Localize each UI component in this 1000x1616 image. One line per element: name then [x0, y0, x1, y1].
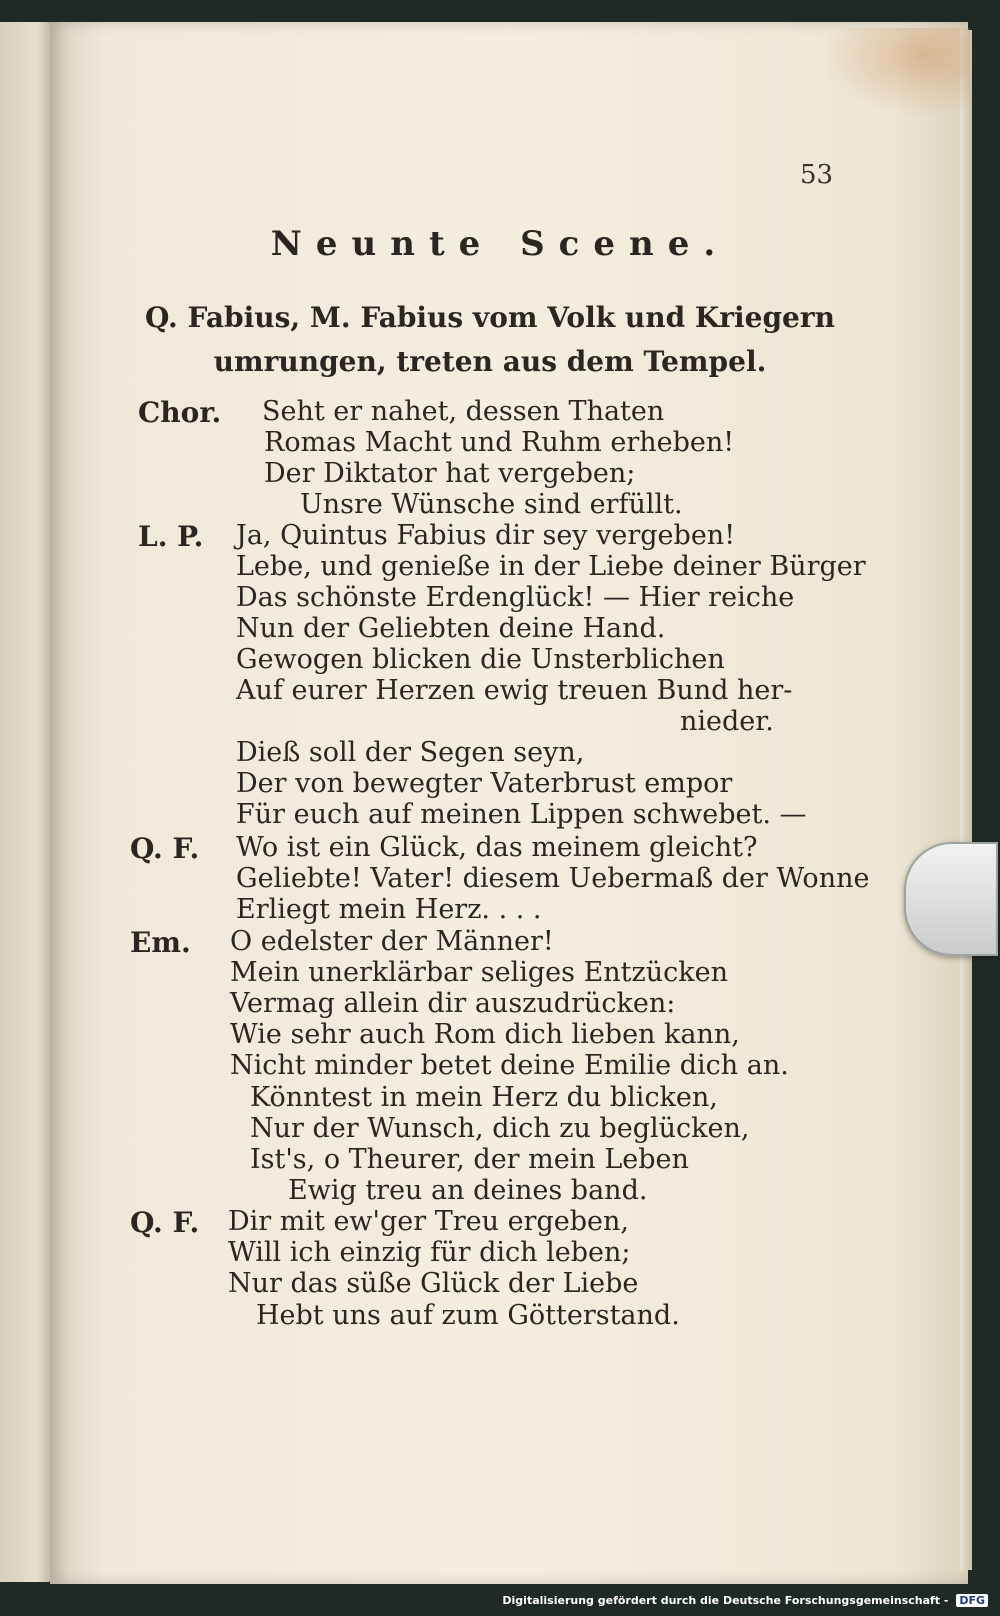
verse-line: Dieß soll der Segen seyn,: [236, 737, 585, 768]
digitization-footer: [0, 1594, 988, 1607]
verse-line: Wo ist ein Glück, das meinem gleicht?: [236, 832, 758, 863]
verse-line: Geliebte! Vater! diesem Uebermaß der Wonne: [236, 863, 870, 894]
page-number: 53: [800, 160, 834, 190]
verse-line: Für euch auf meinen Lippen schwebet. —: [236, 799, 807, 830]
speaker-label: Chor.: [138, 396, 222, 429]
corner-stain: [820, 28, 970, 118]
verse-line: Ist's, o Theurer, der mein Leben: [250, 1144, 689, 1175]
verse-line: Will ich einzig für dich leben;: [228, 1237, 631, 1268]
footer-text: Digitalisierung gefördert durch die Deutsche Forschungsgemeinschaft -: [502, 1594, 949, 1607]
verse-line: Hebt uns auf zum Götterstand.: [256, 1300, 680, 1331]
verse-line: Nicht minder betet deine Emilie dich an.: [230, 1050, 789, 1081]
verse-line: Nun der Geliebten deine Hand.: [236, 613, 666, 644]
heading-line: Q. Fabius, M. Fabius vom Volk und Kriegern: [145, 301, 835, 334]
speaker-label: Em.: [130, 926, 191, 959]
verse-line: Auf eurer Herzen ewig treuen Bund her-: [236, 675, 793, 706]
verse-line: Gewogen blicken die Unsterblichen: [236, 644, 725, 675]
verse-line: Dir mit ew'ger Treu ergeben,: [228, 1206, 629, 1237]
verse-line: Vermag allein dir auszudrücken:: [230, 988, 676, 1019]
speaker-label: L. P.: [138, 520, 204, 553]
verse-line: Nur das süße Glück der Liebe: [228, 1268, 639, 1299]
verse-line: O edelster der Männer!: [230, 926, 554, 957]
verse-line: Ja, Quintus Fabius dir sey vergeben!: [236, 520, 736, 551]
verse-line: Der von bewegter Vaterbrust empor: [236, 768, 733, 799]
verse-line: Könntest in mein Herz du blicken,: [250, 1082, 718, 1113]
verse-line: Mein unerklärbar seliges Entzücken: [230, 957, 728, 988]
verse-line: Erliegt mein Herz. . . .: [236, 894, 542, 925]
verse-line: Romas Macht und Ruhm erheben!: [264, 427, 735, 458]
speaker-label: Q. F.: [130, 832, 200, 865]
heading-line: umrungen, treten aus dem Tempel.: [213, 345, 767, 378]
verse-line: Unsre Wünsche sind erfüllt.: [300, 489, 683, 520]
page-clip-tab: [904, 842, 998, 956]
verse-line: Ewig treu an deines band.: [288, 1175, 648, 1206]
verse-line: Der Diktator hat vergeben;: [264, 458, 636, 489]
verse-line: Nur der Wunsch, dich zu beglücken,: [250, 1113, 750, 1144]
verse-line: Seht er nahet, dessen Thaten: [262, 396, 665, 427]
verse-line: nieder.: [680, 706, 774, 737]
verse-line: Das schönste Erdenglück! — Hier reiche: [236, 582, 795, 613]
verse-line: Wie sehr auch Rom dich lieben kann,: [230, 1019, 740, 1050]
dfg-logo: DFG: [956, 1594, 988, 1607]
scene-heading: [140, 296, 840, 384]
speaker-label: Q. F.: [130, 1206, 200, 1239]
scene-title: Neunte Scene.: [270, 224, 730, 264]
verse-line: Lebe, und genieße in der Liebe deiner Bürger: [236, 551, 866, 582]
